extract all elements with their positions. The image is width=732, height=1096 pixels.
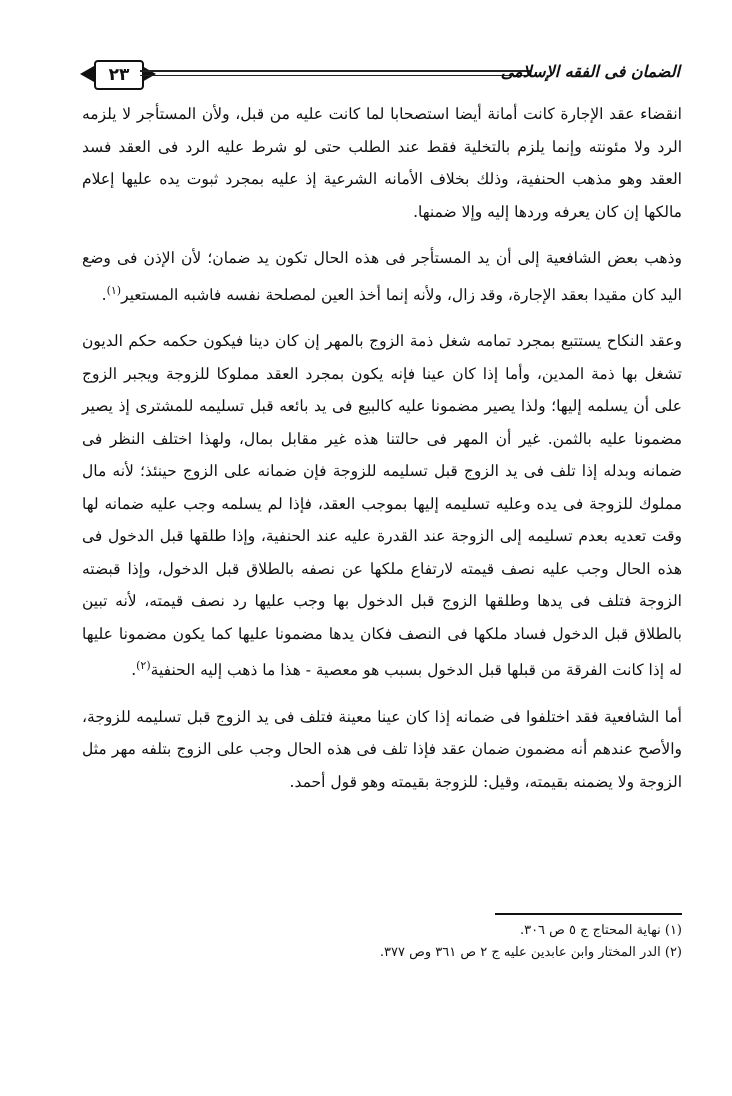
paragraph-tail: . (101, 285, 107, 304)
paragraph-text: انقضاء عقد الإجارة كانت أمانة أيضا استصحابا لما كانت عليه من قبل، ولأن المستأجر لا يلزمه الرد ولا مئونته وإنما يلزم بالتخلية فقط عند الطلب حتى لو شرط عليه الرد فى العقد فسد العقد وهو مذهب الحنفية، وذلك بخلاف الأمانه الشرعية إذ عليه بمجرد ثبوت يده عليها إعلام مالكها إن كان يعرفه وردها إليه وإلا ضمنها. (82, 105, 682, 221)
page-number: ٢٣ (94, 60, 144, 90)
running-header (80, 58, 680, 92)
footnote-ref[interactable]: (٢) (136, 659, 151, 673)
paragraph (82, 701, 682, 799)
running-title: الضمان فى الفقه الإسلامى (500, 62, 680, 81)
paragraph-text: أما الشافعية فقد اختلفوا فى ضمانه إذا كان عينا معينة فتلف فى يد الزوج قبل تسليمه للزوجة، والأصح عندهم أنه مضمون ضمان عقد فإذا تلف فى هذه الحال وجب على الزوج بتلفه مهر مثل الزوجة ولا يضمنه بقيمته، وقيل: للزوجة بقيمته وهو قول أحمد. (82, 707, 682, 791)
footnotes (82, 920, 682, 964)
main-text (82, 98, 682, 798)
paragraph-text: وذهب بعض الشافعية إلى أن يد المستأجر فى هذه الحال تكون يد ضمان؛ لأن الإذن فى وضع اليد كان مقيدا بعقد الإجارة، وقد زال، ولأنه إنما أخذ العين لمصلحة نفسه فاشبه المستعير (82, 249, 682, 304)
paragraph-text: وعقد النكاح يستتبع بمجرد تمامه شغل ذمة الزوج بالمهر إن كان دينا فيكون حكمه حكم الديون تشغل بها ذمة المدين، وأما إذا كان عينا فإنه يكون بمجرد العقد مملوكا للزوجة ويجبر الزوج على أن يسلمه إليها؛ ولذا يصير مضمونا عليه كالبيع فى يد بائعه قبل تسليمه للمشترى إذ يصير مضمونا عليه بالثمن. غير أن المهر فى حالتنا هذه غير مقابل بمال، ولهذا اختلف النظر فى ضمانه وبدله إذا تلف فى يد الزوج قبل تسليمه للزوجة فإن ضمانه على الزوج حينئذ؛ لأنه مال مملوك للزوجة فى يده وعليه تسليمه إليها بموجب العقد، فإذا لم يسلمه وجب عليه ضمانه لها وقت تعديه بعدم تسليمه إلى الزوجة عند القدرة عليه عند الحنفية، وإذا طلقها قبل الدخول فى هذه الحال وجب عليه نصف قيمته لارتفاع ملكها عن نصفه بالطلاق قبل الدخول، وإذا قبضته الزوجة فتلف فى يدها وطلقها الزوج قبل الدخول بها وجب عليها رد نصف قيمته، لأنه تبين بالطلاق قبل الدخول فساد ملكها فى النصف فكان يدها مضمونا عليها كما يكون مضمونا عليها له إذا كانت الفرقة من قبلها قبل الدخول بسبب هو معصية - هذا ما ذهب إليه الحنفية (82, 332, 682, 680)
paragraph (82, 242, 682, 311)
header-rule-thin (140, 75, 530, 76)
paragraph-tail: . (131, 661, 137, 680)
footnote: (١) نهاية المحتاج ج ٥ ص ٣٠٦. (519, 923, 682, 938)
paragraph (82, 325, 682, 687)
header-rule (140, 70, 530, 72)
paragraph (82, 98, 682, 228)
footnote: (٢) الدر المختار وابن عابدين عليه ج ٢ ص ٣٦١ وص ٣٧٧. (379, 945, 682, 960)
header-arrow-right-icon (142, 66, 156, 82)
footnote-ref[interactable]: (١) (106, 283, 122, 297)
footnote-separator (495, 913, 682, 915)
header-arrow-left-icon (80, 66, 94, 82)
